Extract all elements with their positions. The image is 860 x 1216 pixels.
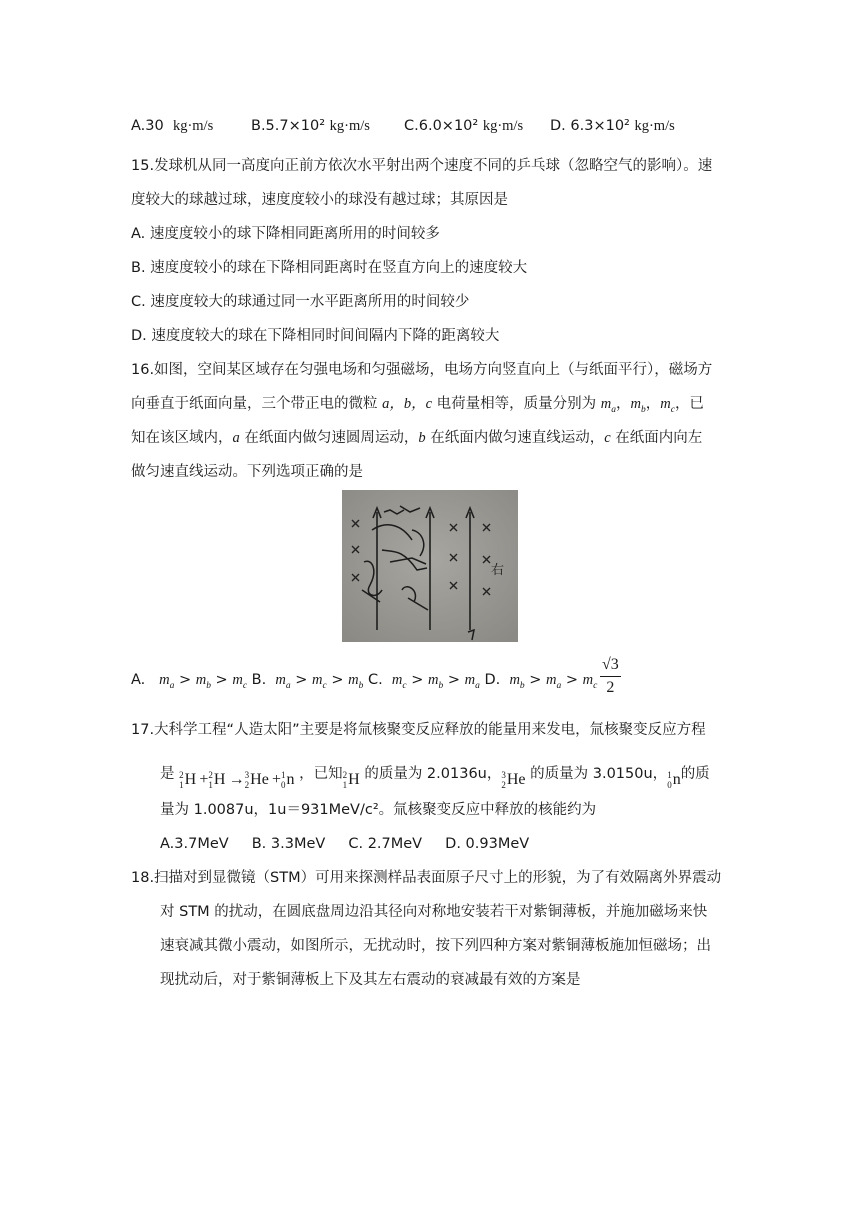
q15-option-b: B. 速度度较小的球在下降相同距离时在竖直方向上的速度较大	[131, 260, 528, 276]
q14-option-c: C.6.0×10² kg·m/s	[404, 118, 524, 134]
q16-stem-line3: 知在该区域内，a 在纸面内做匀速圆周运动，b 在纸面内做匀速直线运动，c 在纸面内向左	[131, 430, 703, 446]
q14-option-b: B.5.7×10² kg·m/s	[251, 118, 370, 134]
q14-option-a: A.30 kg·m/s	[131, 118, 214, 134]
q18-stem-line3: 速衰减其微小震动，如图所示，无扰动时，按下列四种方案对紫铜薄板施加恒磁场；出	[160, 938, 711, 954]
field-diagram-drawing	[342, 490, 518, 642]
q15-option-a: A. 速度度较小的球下降相同距离所用的时间较多	[131, 226, 440, 242]
q16-stem-line4: 做匀速直线运动。下列选项正确的是	[131, 464, 363, 480]
q17-stem-line1: 17.大科学工程“人造太阳”主要是将氚核聚变反应释放的能量用来发电，氚核聚变反应方程	[131, 722, 706, 738]
reaction-equation: 2 1 H + 2 1 H → 3 2 He + 1 0 n	[179, 770, 295, 790]
q15-option-c: C. 速度度较大的球通过同一水平距离所用的时间较少	[131, 294, 470, 310]
q16-options: A. $m_a > m_b > m_c$ B. $m_a > m_c > m_b$ C. $m_c > m_b > m_a$ D. $m_b > m_a > m_c$	[131, 672, 598, 691]
q15-stem-line2: 度较大的球越过球，速度度较小的球没有越过球；其原因是	[131, 192, 508, 208]
figure-label-right: 右	[491, 563, 505, 578]
field-diagram-photo	[342, 490, 518, 642]
q15-option-d: D. 速度度较大的球在下降相同时间间隔内下降的距离较大	[131, 328, 500, 344]
sqrt3-over-2-fraction: $\frac{√3}{2}$	[602, 656, 619, 696]
q18-stem-line1: 18.扫描对到显微镜（STM）可用来探测样品表面原子尺寸上的形貌，为了有效隔离外界震动	[131, 870, 722, 886]
q14-option-d: D. 6.3×10² kg·m/s	[550, 118, 675, 134]
q16-stem-line1: 16.如图，空间某区域存在匀强电场和匀强磁场，电场方向竖直向上（与纸面平行），磁场方	[131, 362, 713, 378]
q16-stem-line2: 向垂直于纸面向量，三个带正电的微粒 a，b，c 电荷量相等，质量分别为 $m_a$，$m_b$，$m_c$，已	[131, 396, 704, 415]
q14-options	[131, 116, 675, 136]
q18-stem-line4: 现扰动后，对于紫铜薄板上下及其左右震动的衰减最有效的方案是	[160, 972, 581, 988]
q17-stem-line2: 是 2 1 H + 2 1 H → 3 2 He + 1 0 n ，已知 2 1 H 的质量为 2.0136u， 3 2 He 的质量为 3.0150u， 1 0 n的质	[160, 766, 710, 790]
q17-options: A.3.7MeV B. 3.3MeV C. 2.7MeV D. 0.93MeV	[160, 836, 530, 852]
q15-stem-line1: 15.发球机从同一高度向正前方依次水平射出两个速度不同的乒乓球（忽略空气的影响）。速	[131, 158, 713, 174]
q18-stem-line2: 对 STM 的扰动，在圆底盘周边沿其径向对称地安装若干对紫铜薄板，并施加磁场来快	[160, 904, 708, 920]
q17-stem-line3: 量为 1.0087u，1u＝931MeV/c²。氚核聚变反应中释放的核能约为	[160, 802, 597, 818]
